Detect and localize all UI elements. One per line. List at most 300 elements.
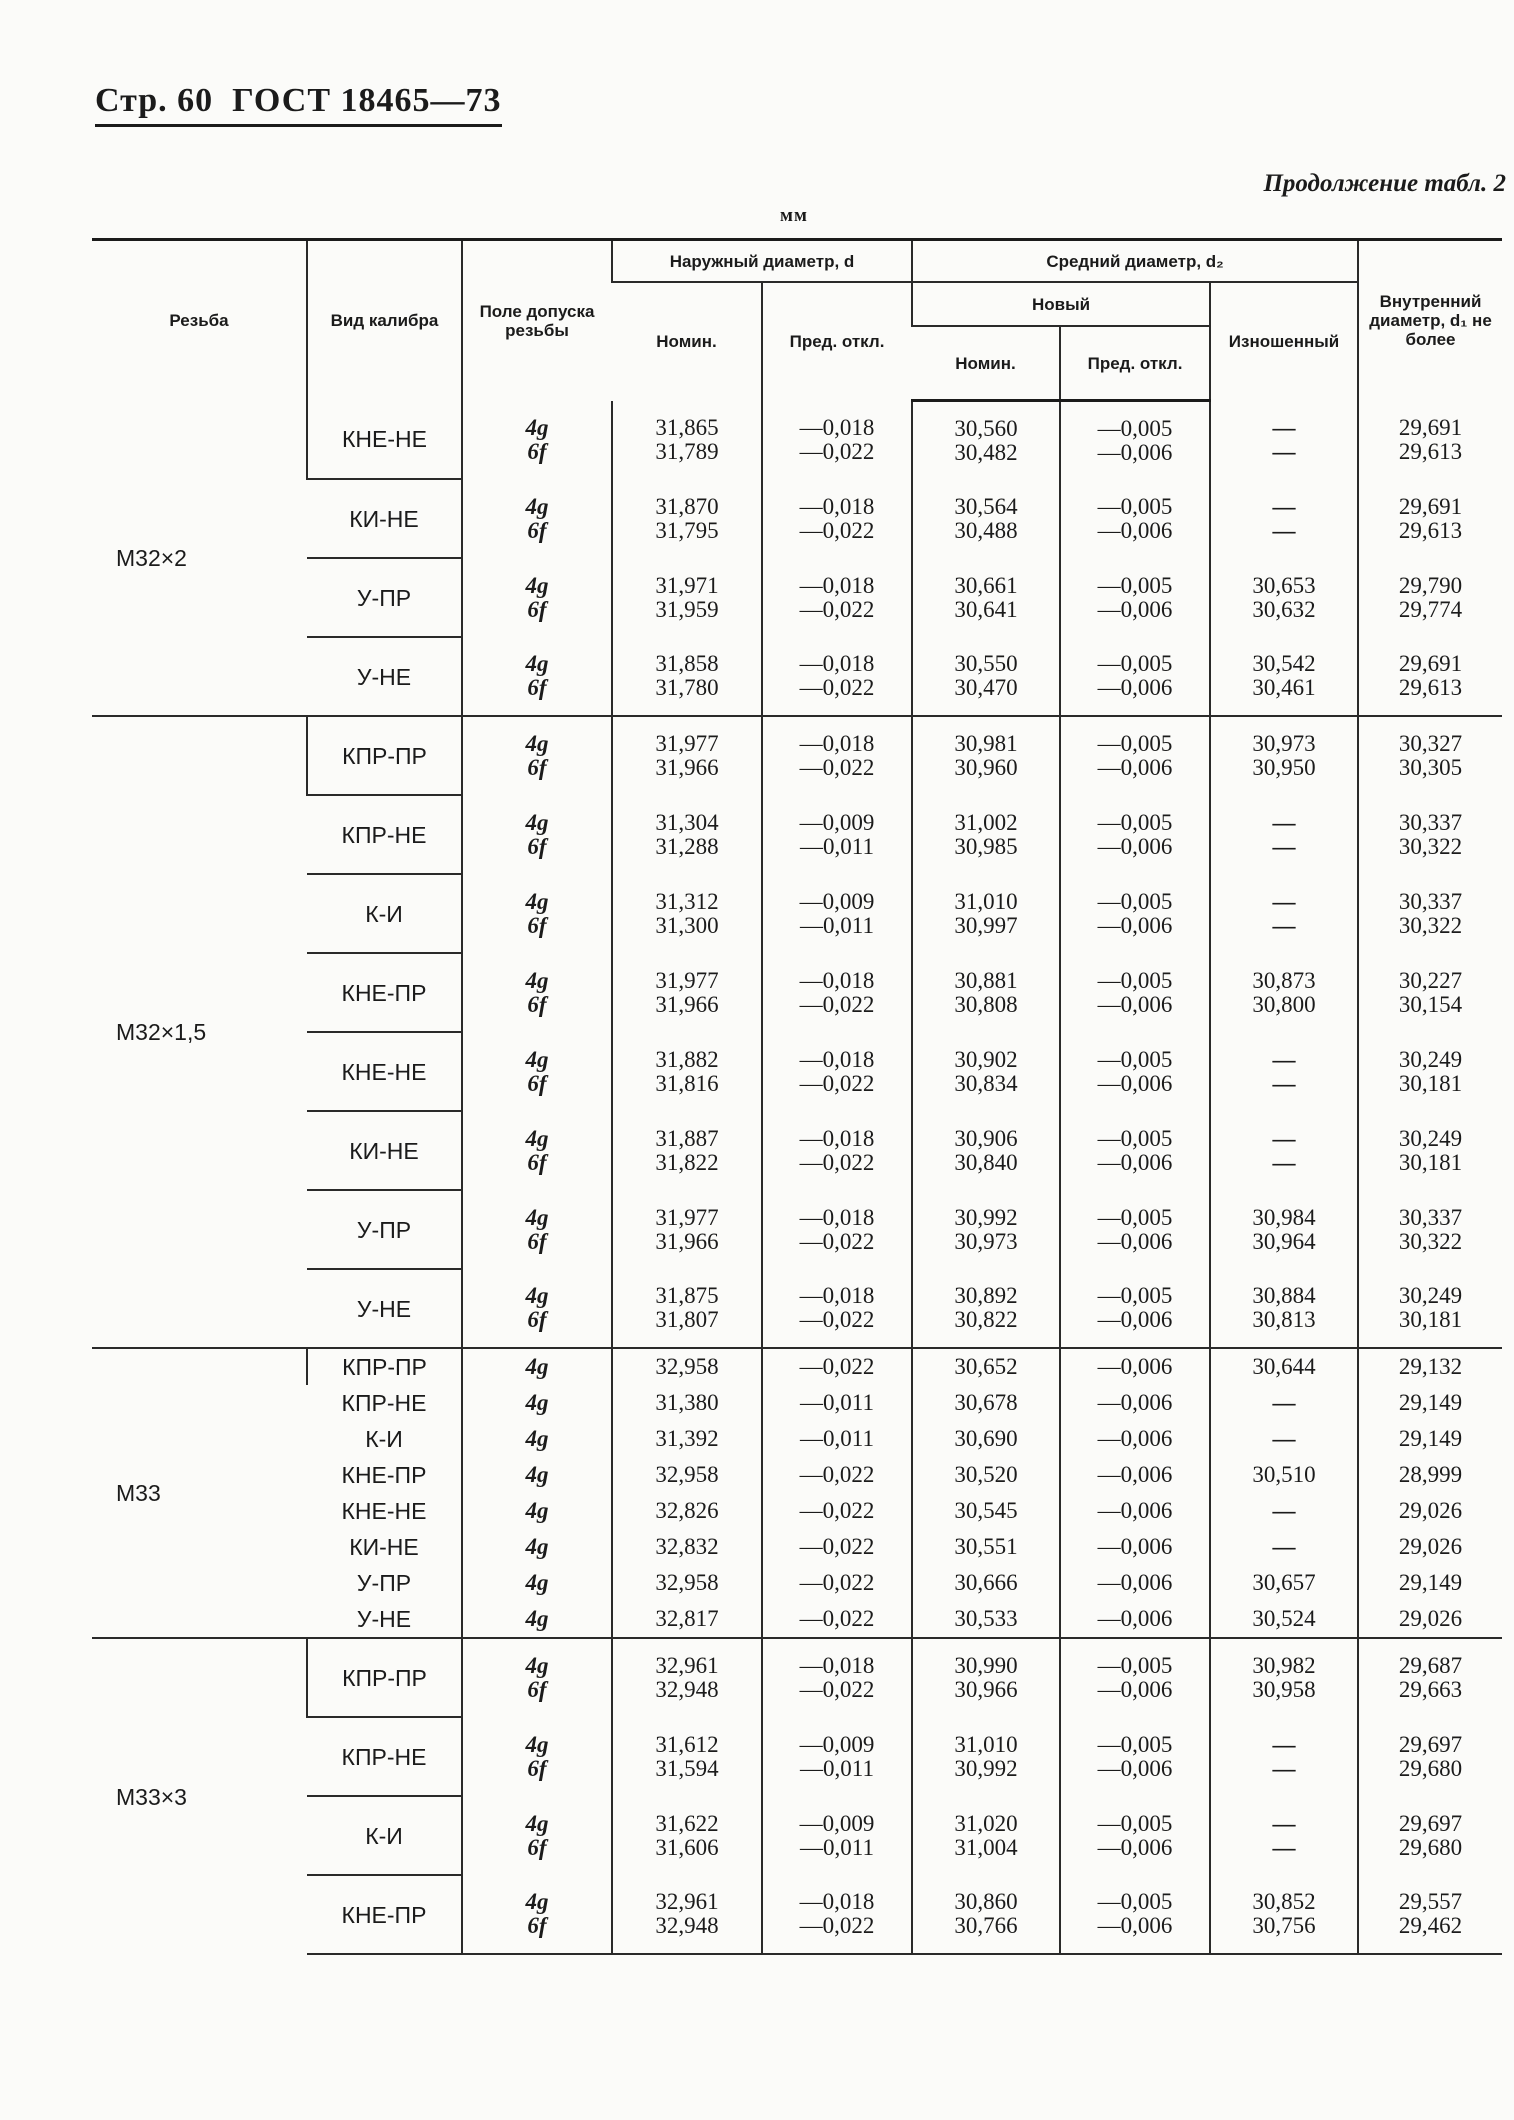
- pitch-diam-worn-value: 30,958: [1252, 1677, 1316, 1702]
- inner-diam-cell: [1358, 1529, 1502, 1565]
- tol-field-value: 4g: [525, 1354, 549, 1379]
- pitch-diam-dev-value: —0,006: [1097, 1913, 1173, 1938]
- tol-field-cell: [462, 558, 612, 637]
- outer-diam-dev-value: —0,011: [800, 1390, 874, 1415]
- tol-field-value: 4g: [525, 967, 549, 993]
- tol-field-value: 4g: [525, 888, 549, 914]
- pitch-diam-dev-value: —0,006: [1097, 1755, 1173, 1781]
- inner-diam-value: 29,613: [1398, 517, 1463, 543]
- pitch-diam-dev-cell: [1060, 1875, 1210, 1954]
- outer-diam-dev-value: —0,009: [799, 1731, 875, 1757]
- tol-field-value: 4g: [525, 731, 549, 756]
- inner-diam-cell: [1358, 637, 1502, 716]
- tol-field-cell: [462, 1421, 612, 1457]
- pitch-diam-nom-value: 30,488: [954, 517, 1018, 543]
- tol-field-cell: [462, 1032, 612, 1111]
- outer-diam-nom-value: 31,977: [655, 731, 719, 756]
- pitch-diam-nom-value: 31,010: [954, 1731, 1018, 1757]
- outer-diam-dev-value: —0,011: [800, 912, 874, 938]
- outer-diam-nom-value: 31,882: [655, 1046, 719, 1072]
- tol-field-cell: [462, 716, 612, 795]
- pitch-diam-worn-value: —: [1272, 1125, 1296, 1151]
- inner-diam-cell: [1358, 401, 1502, 480]
- pitch-diam-nom-cell: [912, 1269, 1060, 1348]
- tol-field-value: 6f: [527, 1677, 547, 1702]
- pitch-diam-dev-value: —0,006: [1097, 675, 1173, 700]
- pitch-diam-worn-value: —: [1272, 809, 1296, 835]
- tol-field-cell: [462, 1493, 612, 1529]
- inner-diam-cell: [1358, 1638, 1502, 1717]
- pitch-diam-dev-cell: [1060, 479, 1210, 558]
- outer-diam-nom-value: 31,816: [655, 1070, 719, 1096]
- pitch-diam-dev-value: —0,005: [1097, 809, 1173, 835]
- pitch-diam-nom-cell: [912, 1529, 1060, 1565]
- inner-diam-cell: [1358, 1269, 1502, 1348]
- pitch-diam-dev-value: —0,005: [1097, 1204, 1173, 1230]
- pitch-diam-nom-cell: [912, 795, 1060, 874]
- pitch-diam-dev-cell: [1060, 1493, 1210, 1529]
- thread-designation: М32×2: [92, 401, 307, 717]
- outer-diam-nom-cell: [612, 1269, 762, 1348]
- inner-diam-cell: [1358, 1032, 1502, 1111]
- inner-diam-value: 29,613: [1398, 675, 1463, 700]
- pitch-diam-nom-cell: [912, 1796, 1060, 1875]
- outer-diam-dev-cell: [762, 637, 912, 716]
- outer-diam-nom-value: 31,887: [655, 1125, 719, 1151]
- outer-diam-nom-value: 31,858: [655, 651, 719, 676]
- tol-field-cell: [462, 1565, 612, 1601]
- pitch-diam-dev-value: —0,006: [1097, 1390, 1173, 1415]
- inner-diam-value: 29,026: [1398, 1606, 1463, 1631]
- pitch-diam-dev-cell: [1060, 1638, 1210, 1717]
- outer-diam-dev-value: —0,018: [799, 1653, 875, 1678]
- inner-diam-value: 29,680: [1398, 1755, 1463, 1781]
- inner-diam-value: 30,337: [1398, 888, 1463, 914]
- thread-designation: М33: [92, 1348, 307, 1638]
- pitch-diam-worn-value: —: [1272, 1426, 1296, 1451]
- pitch-diam-nom-value: 30,661: [954, 572, 1018, 598]
- pitch-diam-dev-cell: [1060, 1385, 1210, 1421]
- tol-field-value: 4g: [525, 1390, 549, 1415]
- gauge-type: У-НЕ: [307, 1601, 462, 1638]
- outer-diam-nom-cell: [612, 1529, 762, 1565]
- pitch-diam-nom-value: 30,808: [954, 991, 1018, 1017]
- inner-diam-value: 29,613: [1398, 438, 1463, 464]
- tol-field-value: 4g: [525, 1889, 549, 1914]
- outer-diam-dev-value: —0,022: [799, 438, 875, 464]
- pitch-diam-dev-value: —0,006: [1097, 1354, 1173, 1379]
- inner-diam-value: 30,327: [1398, 731, 1463, 756]
- gauge-type: К-И: [365, 1426, 403, 1452]
- outer-diam-nom-cell: [612, 401, 762, 480]
- pitch-diam-nom-value: 30,985: [954, 833, 1018, 859]
- gauge-type: КНЕ-НЕ: [307, 1032, 462, 1111]
- outer-diam-dev-value: —0,022: [799, 1606, 875, 1631]
- pitch-diam-dev-value: —0,006: [1097, 1534, 1173, 1559]
- tol-field-value: 6f: [527, 438, 547, 464]
- inner-diam-value: 30,227: [1398, 967, 1463, 993]
- table-row: [92, 1348, 1502, 1385]
- outer-diam-nom-cell: [612, 1796, 762, 1875]
- tol-field-value: 6f: [527, 1755, 547, 1781]
- inner-diam-value: 28,999: [1398, 1462, 1463, 1487]
- tol-field-value: 4g: [525, 651, 549, 676]
- gauge-type: КИ-НЕ: [307, 479, 462, 558]
- pitch-diam-dev-value: —0,006: [1097, 912, 1173, 938]
- pitch-diam-nom-cell: [912, 1111, 1060, 1190]
- pitch-diam-dev-value: —0,006: [1097, 1462, 1173, 1487]
- outer-diam-nom-value: 31,807: [655, 1307, 719, 1332]
- pitch-diam-worn-cell: [1210, 558, 1358, 637]
- tol-field-cell: [462, 795, 612, 874]
- tol-field-value: 4g: [525, 1570, 549, 1595]
- pitch-diam-worn-value: —: [1272, 414, 1296, 440]
- pitch-diam-dev-value: —0,006: [1097, 991, 1173, 1017]
- outer-diam-dev-value: —0,009: [799, 1810, 875, 1836]
- outer-diam-dev-value: —0,011: [800, 1755, 874, 1781]
- tol-field-value: 4g: [525, 1046, 549, 1072]
- outer-diam-nom-value: 31,795: [655, 517, 719, 543]
- pitch-diam-dev-value: —0,005: [1097, 1810, 1173, 1836]
- col-header-pd-nom: Номин.: [912, 326, 1060, 401]
- pitch-diam-worn-value: —: [1272, 1149, 1296, 1175]
- pitch-diam-dev-value: —0,005: [1097, 1889, 1173, 1914]
- pitch-diam-worn-value: 30,973: [1252, 731, 1316, 756]
- pitch-diam-nom-cell: [912, 1601, 1060, 1638]
- pitch-diam-worn-value: —: [1272, 438, 1296, 464]
- outer-diam-nom-value: 31,971: [655, 572, 719, 598]
- tol-field-cell: [462, 1111, 612, 1190]
- gauge-type: У-НЕ: [307, 637, 462, 716]
- inner-diam-value: 30,181: [1398, 1307, 1463, 1332]
- outer-diam-dev-value: —0,022: [799, 596, 875, 622]
- pitch-diam-dev-cell: [1060, 1529, 1210, 1565]
- pitch-diam-nom-cell: [912, 1875, 1060, 1954]
- pitch-diam-worn-value: 30,984: [1252, 1204, 1316, 1230]
- pitch-diam-worn-value: 30,884: [1252, 1283, 1316, 1308]
- outer-diam-nom-cell: [612, 1457, 762, 1493]
- outer-diam-nom-cell: [612, 1348, 762, 1385]
- pitch-diam-nom-cell: [912, 1385, 1060, 1421]
- outer-diam-nom-value: 31,870: [655, 493, 719, 519]
- outer-diam-nom-cell: [612, 479, 762, 558]
- outer-diam-dev-value: —0,011: [800, 1834, 874, 1860]
- gauge-type: КПР-ПР: [307, 1348, 462, 1385]
- outer-diam-dev-value: —0,011: [800, 833, 874, 859]
- outer-diam-dev-value: —0,022: [799, 675, 875, 700]
- inner-diam-value: 30,322: [1398, 1228, 1463, 1254]
- outer-diam-dev-cell: [762, 1111, 912, 1190]
- inner-diam-cell: [1358, 1385, 1502, 1421]
- outer-diam-nom-value: 31,966: [655, 755, 719, 780]
- gauge-type: У-ПР: [307, 1190, 462, 1269]
- pitch-diam-worn-value: 30,461: [1252, 675, 1316, 700]
- pitch-diam-worn-value: 30,964: [1252, 1228, 1316, 1254]
- tol-field-value: 4g: [525, 1125, 549, 1151]
- inner-diam-value: 29,149: [1398, 1570, 1463, 1595]
- outer-diam-dev-value: —0,018: [799, 1204, 875, 1230]
- pitch-diam-worn-value: —: [1272, 1755, 1296, 1781]
- pitch-diam-worn-value: —: [1272, 1390, 1296, 1415]
- pitch-diam-worn-cell: [1210, 953, 1358, 1032]
- outer-diam-nom-value: 31,977: [655, 1204, 719, 1230]
- pitch-diam-worn-cell: [1210, 1457, 1358, 1493]
- outer-diam-dev-value: —0,018: [799, 967, 875, 993]
- outer-diam-dev-value: —0,018: [799, 731, 875, 756]
- pitch-diam-nom-value: 30,666: [954, 1570, 1018, 1595]
- col-header-worn: Изношенный: [1210, 282, 1358, 401]
- pitch-diam-nom-cell: [912, 1638, 1060, 1717]
- pitch-diam-dev-value: —0,005: [1097, 651, 1173, 676]
- inner-diam-cell: [1358, 1421, 1502, 1457]
- pitch-diam-dev-value: —0,006: [1097, 1677, 1173, 1702]
- outer-diam-dev-cell: [762, 401, 912, 480]
- outer-diam-nom-value: 32,961: [655, 1653, 719, 1678]
- outer-diam-dev-value: —0,018: [799, 1046, 875, 1072]
- pitch-diam-nom-value: 30,822: [954, 1307, 1018, 1332]
- inner-diam-value: 29,557: [1398, 1889, 1463, 1914]
- outer-diam-nom-value: 31,865: [655, 414, 719, 440]
- outer-diam-nom-value: 32,826: [655, 1498, 719, 1523]
- pitch-diam-dev-value: —0,006: [1097, 596, 1173, 622]
- pitch-diam-worn-cell: [1210, 479, 1358, 558]
- tol-field-value: 4g: [525, 572, 549, 598]
- tol-field-value: 6f: [527, 1228, 547, 1254]
- outer-diam-nom-value: 31,622: [655, 1810, 719, 1836]
- outer-diam-nom-value: 31,304: [655, 809, 719, 835]
- pitch-diam-worn-cell: [1210, 1529, 1358, 1565]
- pitch-diam-worn-value: —: [1272, 1810, 1296, 1836]
- outer-diam-nom-cell: [612, 1875, 762, 1954]
- outer-diam-dev-cell: [762, 1032, 912, 1111]
- table-row: [92, 401, 1502, 480]
- pitch-diam-dev-cell: [1060, 1796, 1210, 1875]
- tol-field-cell: [462, 1638, 612, 1717]
- tol-field-value: 6f: [527, 1307, 547, 1332]
- inner-diam-value: 29,697: [1398, 1810, 1463, 1836]
- pitch-diam-nom-value: 31,002: [954, 809, 1018, 835]
- outer-diam-nom-value: 31,977: [655, 967, 719, 993]
- col-header-outer-diam: Наружный диаметр, d: [612, 240, 912, 283]
- outer-diam-nom-value: 31,312: [655, 888, 719, 914]
- outer-diam-nom-value: 31,380: [655, 1390, 719, 1415]
- pitch-diam-dev-cell: [1060, 1601, 1210, 1638]
- pitch-diam-dev-value: —0,006: [1097, 1149, 1173, 1175]
- outer-diam-dev-cell: [762, 558, 912, 637]
- pitch-diam-nom-value: 30,641: [954, 596, 1018, 622]
- pitch-diam-dev-value: —0,006: [1097, 517, 1173, 543]
- outer-diam-dev-value: —0,022: [799, 1498, 875, 1523]
- pitch-diam-dev-cell: [1060, 953, 1210, 1032]
- inner-diam-value: 29,132: [1398, 1354, 1463, 1379]
- pitch-diam-dev-cell: [1060, 558, 1210, 637]
- pitch-diam-nom-value: 30,960: [954, 755, 1018, 780]
- tol-field-cell: [462, 1348, 612, 1385]
- outer-diam-dev-value: —0,022: [799, 517, 875, 543]
- pitch-diam-nom-value: 30,997: [954, 912, 1018, 938]
- pitch-diam-nom-value: 30,766: [954, 1913, 1018, 1938]
- pitch-diam-dev-value: —0,006: [1097, 1834, 1173, 1860]
- pitch-diam-dev-cell: [1060, 1032, 1210, 1111]
- pitch-diam-dev-cell: [1060, 1565, 1210, 1601]
- tol-field-value: 4g: [525, 1653, 549, 1678]
- pitch-diam-nom-value: 30,981: [954, 731, 1018, 756]
- inner-diam-value: 29,790: [1398, 572, 1463, 598]
- pitch-diam-worn-cell: [1210, 795, 1358, 874]
- tol-field-value: 4g: [525, 809, 549, 835]
- tol-field-value: 6f: [527, 675, 547, 700]
- pitch-diam-nom-value: 30,860: [954, 1889, 1018, 1914]
- pitch-diam-dev-cell: [1060, 1457, 1210, 1493]
- pitch-diam-worn-value: 30,873: [1252, 967, 1316, 993]
- inner-diam-cell: [1358, 1875, 1502, 1954]
- pitch-diam-dev-cell: [1060, 795, 1210, 874]
- outer-diam-nom-value: 32,958: [655, 1570, 719, 1595]
- pitch-diam-worn-cell: [1210, 1796, 1358, 1875]
- table-body: [92, 401, 1502, 1955]
- tol-field-cell: [462, 953, 612, 1032]
- pitch-diam-worn-value: —: [1272, 517, 1296, 543]
- outer-diam-nom-value: 31,966: [655, 1228, 719, 1254]
- page-header: [95, 82, 502, 127]
- col-header-tol-field: Поле допуска резьбы: [462, 240, 612, 401]
- tol-field-cell: [462, 479, 612, 558]
- outer-diam-dev-cell: [762, 479, 912, 558]
- pitch-diam-worn-value: —: [1272, 1046, 1296, 1072]
- outer-diam-nom-value: 32,958: [655, 1354, 719, 1379]
- tol-field-value: 4g: [525, 493, 549, 519]
- tol-field-cell: [462, 1269, 612, 1348]
- outer-diam-nom-value: 31,822: [655, 1149, 719, 1175]
- outer-diam-dev-cell: [762, 1796, 912, 1875]
- tol-field-value: 4g: [525, 1534, 549, 1559]
- tol-field-cell: [462, 1457, 612, 1493]
- pitch-diam-nom-value: 30,990: [954, 1653, 1018, 1678]
- inner-diam-cell: [1358, 1111, 1502, 1190]
- pitch-diam-nom-value: 30,992: [954, 1755, 1018, 1781]
- pitch-diam-dev-cell: [1060, 401, 1210, 480]
- inner-diam-cell: [1358, 479, 1502, 558]
- inner-diam-value: 29,687: [1398, 1653, 1463, 1678]
- pitch-diam-nom-cell: [912, 1565, 1060, 1601]
- pitch-diam-nom-cell: [912, 558, 1060, 637]
- col-header-gauge: Вид калибра: [307, 240, 462, 401]
- pitch-diam-nom-value: 30,678: [954, 1390, 1018, 1415]
- pitch-diam-dev-value: —0,005: [1097, 1731, 1173, 1757]
- pitch-diam-dev-value: —0,005: [1097, 967, 1173, 993]
- pitch-diam-nom-value: 30,690: [954, 1426, 1018, 1451]
- inner-diam-value: 30,305: [1398, 755, 1463, 780]
- pitch-diam-worn-value: 30,950: [1252, 755, 1316, 780]
- outer-diam-dev-value: —0,018: [799, 414, 875, 440]
- outer-diam-nom-cell: [612, 1717, 762, 1796]
- tol-field-value: 6f: [527, 1149, 547, 1175]
- outer-diam-nom-cell: [612, 558, 762, 637]
- pitch-diam-worn-cell: [1210, 1638, 1358, 1717]
- pitch-diam-worn-cell: [1210, 1601, 1358, 1638]
- tol-field-value: 6f: [527, 833, 547, 859]
- inner-diam-value: 30,249: [1398, 1046, 1463, 1072]
- outer-diam-dev-value: —0,018: [799, 493, 875, 519]
- pitch-diam-worn-cell: [1210, 1875, 1358, 1954]
- outer-diam-nom-value: 32,958: [655, 1462, 719, 1487]
- inner-diam-value: 30,322: [1398, 833, 1463, 859]
- outer-diam-dev-cell: [762, 1190, 912, 1269]
- tol-field-cell: [462, 637, 612, 716]
- outer-diam-dev-value: —0,022: [799, 1228, 875, 1254]
- pitch-diam-dev-value: —0,005: [1097, 1283, 1173, 1308]
- pitch-diam-worn-value: —: [1272, 1498, 1296, 1523]
- pitch-diam-worn-cell: [1210, 1111, 1358, 1190]
- pitch-diam-worn-value: 30,510: [1252, 1462, 1316, 1487]
- pitch-diam-worn-cell: [1210, 1565, 1358, 1601]
- gauge-type: У-ПР: [307, 558, 462, 637]
- gauge-type: У-НЕ: [307, 1269, 462, 1348]
- pitch-diam-nom-cell: [912, 401, 1060, 480]
- tol-field-value: 4g: [525, 1606, 549, 1631]
- pitch-diam-worn-cell: [1210, 716, 1358, 795]
- inner-diam-cell: [1358, 1457, 1502, 1493]
- inner-diam-value: 29,462: [1398, 1913, 1463, 1938]
- gauge-dimensions-table: [92, 238, 1502, 1955]
- pitch-diam-worn-cell: [1210, 1385, 1358, 1421]
- pitch-diam-nom-value: 30,564: [954, 493, 1018, 519]
- inner-diam-value: 29,149: [1398, 1426, 1463, 1451]
- tol-field-value: 4g: [525, 1204, 549, 1230]
- tol-field-value: 4g: [525, 1283, 549, 1308]
- inner-diam-cell: [1358, 874, 1502, 953]
- outer-diam-dev-value: —0,022: [799, 1354, 875, 1379]
- gauge-type: КПР-НЕ: [341, 1390, 427, 1416]
- outer-diam-dev-cell: [762, 953, 912, 1032]
- tol-field-value: 6f: [527, 1070, 547, 1096]
- inner-diam-value: 30,181: [1398, 1070, 1463, 1096]
- inner-diam-value: 29,663: [1398, 1677, 1463, 1702]
- tol-field-cell: [462, 1717, 612, 1796]
- tol-field-value: 4g: [525, 1810, 549, 1836]
- tol-field-value: 6f: [527, 1834, 547, 1860]
- pitch-diam-nom-value: 30,892: [954, 1283, 1018, 1308]
- inner-diam-cell: [1358, 1565, 1502, 1601]
- outer-diam-dev-cell: [762, 1717, 912, 1796]
- pitch-diam-nom-value: 30,533: [954, 1606, 1018, 1631]
- outer-diam-dev-cell: [762, 1875, 912, 1954]
- pitch-diam-nom-cell: [912, 874, 1060, 953]
- inner-diam-value: 29,026: [1398, 1498, 1463, 1523]
- pitch-diam-nom-value: 30,902: [954, 1046, 1018, 1072]
- pitch-diam-nom-cell: [912, 1032, 1060, 1111]
- pitch-diam-nom-value: 31,004: [954, 1834, 1018, 1860]
- outer-diam-dev-cell: [762, 1601, 912, 1638]
- inner-diam-value: 30,181: [1398, 1149, 1463, 1175]
- pitch-diam-worn-cell: [1210, 1032, 1358, 1111]
- pitch-diam-nom-value: 30,992: [954, 1204, 1018, 1230]
- tol-field-value: 4g: [525, 1731, 549, 1757]
- gauge-type: У-ПР: [356, 1570, 412, 1596]
- pitch-diam-nom-cell: [912, 637, 1060, 716]
- tol-field-cell: [462, 1601, 612, 1638]
- outer-diam-dev-value: —0,018: [799, 1125, 875, 1151]
- outer-diam-dev-cell: [762, 1565, 912, 1601]
- table-row: [92, 1638, 1502, 1717]
- gauge-type: КПР-НЕ: [307, 1717, 462, 1796]
- thread-designation: М32×1,5: [92, 716, 307, 1348]
- inner-diam-value: 29,026: [1398, 1534, 1463, 1559]
- pitch-diam-worn-value: —: [1272, 888, 1296, 914]
- outer-diam-nom-value: 32,961: [655, 1889, 719, 1914]
- pitch-diam-nom-value: 30,906: [954, 1125, 1018, 1151]
- tol-field-cell: [462, 401, 612, 480]
